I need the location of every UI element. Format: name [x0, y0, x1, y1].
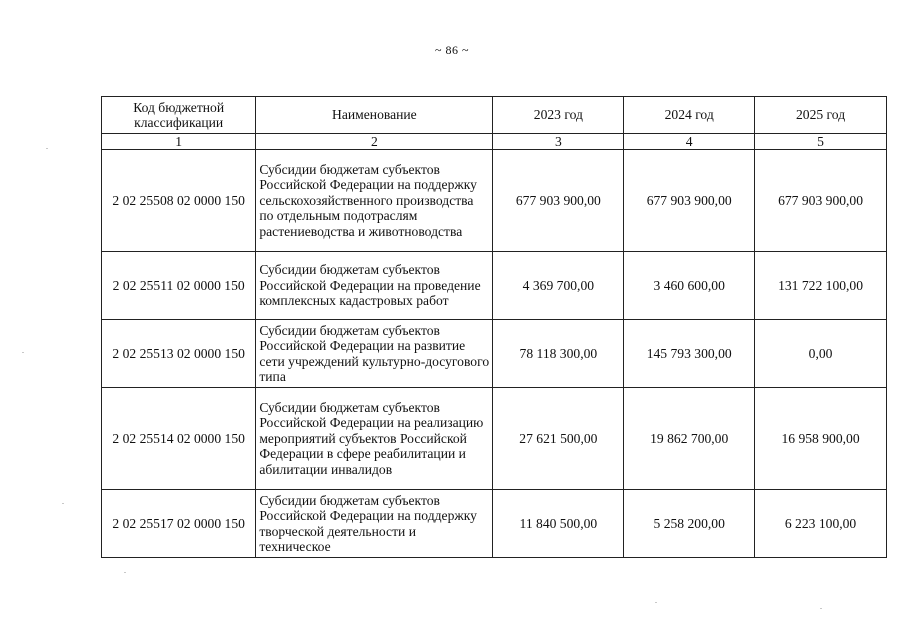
- amount-2024-cell: 145 793 300,00: [624, 320, 755, 388]
- header-2024: 2024 год: [624, 97, 755, 134]
- table-row: [102, 388, 887, 490]
- header-2023: 2023 год: [493, 97, 624, 134]
- scan-speck: [22, 352, 24, 353]
- amount-2024-cell: 677 903 900,00: [624, 150, 755, 252]
- amount-2024-cell: 3 460 600,00: [624, 252, 755, 320]
- amount-2024-cell: 19 862 700,00: [624, 388, 755, 490]
- amount-2025-cell: 131 722 100,00: [755, 252, 887, 320]
- table-header-row: [102, 97, 887, 134]
- column-number: 5: [755, 134, 887, 150]
- budget-code-cell: 2 02 25517 02 0000 150: [102, 490, 256, 558]
- table-row: [102, 252, 887, 320]
- table-row: [102, 320, 887, 388]
- amount-2023-cell: 677 903 900,00: [493, 150, 624, 252]
- budget-code-cell: 2 02 25511 02 0000 150: [102, 252, 256, 320]
- column-number: 1: [102, 134, 256, 150]
- table-row: [102, 490, 887, 558]
- budget-code-cell: 2 02 25508 02 0000 150: [102, 150, 256, 252]
- name-cell: Субсидии бюджетам субъектов Российской Федерации на реализацию мероприятий субъектов Российской Федерации в сфере реабилитации и абилитации инвалидов: [256, 388, 493, 490]
- header-name: Наименование: [256, 97, 493, 134]
- table-row: [102, 150, 887, 252]
- name-cell: Субсидии бюджетам субъектов Российской Федерации на поддержку творческой деятельности и техническое: [256, 490, 493, 558]
- column-number: 2: [256, 134, 493, 150]
- budget-code-cell: 2 02 25514 02 0000 150: [102, 388, 256, 490]
- header-code: Код бюджетной классификации: [102, 97, 256, 134]
- header-2025: 2025 год: [755, 97, 887, 134]
- budget-code-cell: 2 02 25513 02 0000 150: [102, 320, 256, 388]
- amount-2025-cell: 677 903 900,00: [755, 150, 887, 252]
- amount-2025-cell: 0,00: [755, 320, 887, 388]
- amount-2025-cell: 6 223 100,00: [755, 490, 887, 558]
- scan-speck: [124, 572, 126, 573]
- name-cell: Субсидии бюджетам субъектов Российской Федерации на развитие сети учреждений культурно-досугового типа: [256, 320, 493, 388]
- name-cell: Субсидии бюджетам субъектов Российской Федерации на проведение комплексных кадастровых работ: [256, 252, 493, 320]
- column-number: 3: [493, 134, 624, 150]
- amount-2023-cell: 4 369 700,00: [493, 252, 624, 320]
- scan-speck: [655, 602, 657, 603]
- amount-2024-cell: 5 258 200,00: [624, 490, 755, 558]
- name-cell: Субсидии бюджетам субъектов Российской Федерации на поддержку сельскохозяйственного производства по отдельным подотраслям растениеводства и животноводства: [256, 150, 493, 252]
- amount-2023-cell: 11 840 500,00: [493, 490, 624, 558]
- budget-revenue-table: [101, 96, 887, 558]
- scan-speck: [62, 503, 64, 504]
- scan-speck: [820, 608, 822, 609]
- amount-2025-cell: 16 958 900,00: [755, 388, 887, 490]
- amount-2023-cell: 78 118 300,00: [493, 320, 624, 388]
- column-number: 4: [624, 134, 755, 150]
- amount-2023-cell: 27 621 500,00: [493, 388, 624, 490]
- column-number-row: [102, 134, 887, 150]
- scan-speck: [46, 148, 48, 149]
- page-number: ~ 86 ~: [435, 43, 469, 57]
